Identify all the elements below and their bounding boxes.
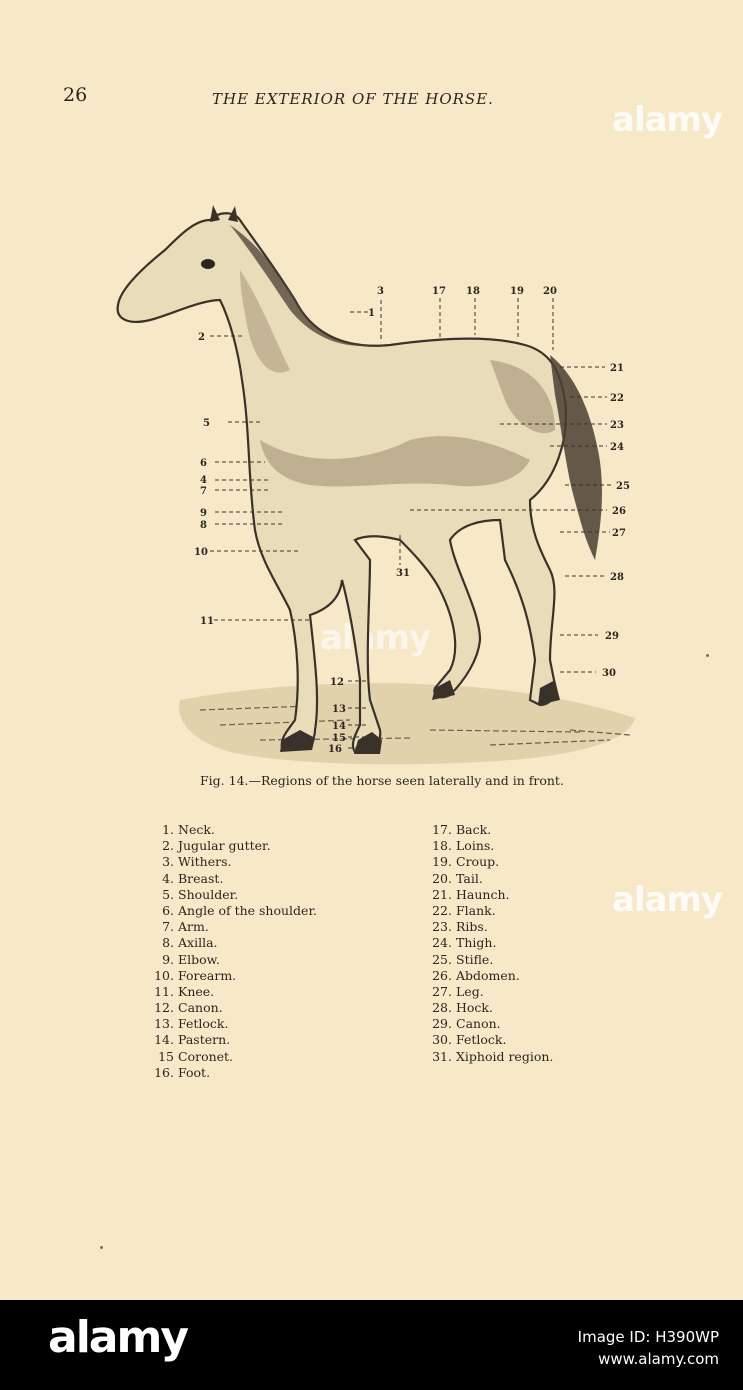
legend-number: 30. bbox=[432, 1032, 452, 1048]
legend-term: Elbow. bbox=[178, 951, 220, 967]
legend-term: Pastern. bbox=[178, 1032, 231, 1048]
legend-term: Croup. bbox=[456, 854, 500, 870]
label-29: 29 bbox=[605, 631, 619, 642]
legend-term: Back. bbox=[456, 822, 492, 837]
label-7: 7 bbox=[200, 486, 207, 497]
legend-item bbox=[152, 1049, 317, 1065]
legend-number: 16. bbox=[154, 1064, 174, 1080]
legend-number: 21. bbox=[432, 886, 452, 902]
label-9: 9 bbox=[200, 508, 207, 519]
legend-item bbox=[430, 935, 553, 951]
legend-term: Flank. bbox=[456, 902, 496, 918]
legend-term: Jugular gutter. bbox=[178, 838, 271, 854]
legend-number: 31. bbox=[432, 1048, 452, 1064]
legend-item bbox=[430, 1016, 553, 1032]
legend-item bbox=[430, 952, 553, 968]
label-11: 11 bbox=[200, 616, 214, 627]
legend-term: Neck. bbox=[178, 822, 215, 837]
legend-item bbox=[152, 952, 317, 968]
legend-number: 6. bbox=[162, 902, 174, 918]
legend-term: Ribs. bbox=[456, 919, 488, 935]
legend-number: 22. bbox=[432, 902, 452, 918]
legend-item bbox=[152, 1065, 317, 1081]
label-5: 5 bbox=[203, 418, 210, 429]
paper-speck bbox=[706, 654, 709, 657]
legend-number: 2. bbox=[162, 838, 174, 854]
legend-term: Tail. bbox=[456, 870, 483, 886]
legend-term: Haunch. bbox=[456, 886, 510, 902]
label-1: 1 bbox=[368, 308, 375, 319]
label-25: 25 bbox=[616, 481, 630, 492]
watermark-middle: alamy bbox=[612, 880, 723, 920]
legend-number: 3. bbox=[162, 854, 174, 870]
label-27: 27 bbox=[612, 528, 626, 539]
paper-speck bbox=[100, 1246, 103, 1249]
legend-number: 28. bbox=[432, 1000, 452, 1016]
legend-item bbox=[430, 1049, 553, 1065]
legend-item bbox=[430, 871, 553, 887]
legend-right-column bbox=[430, 822, 553, 1065]
label-12: 12 bbox=[330, 677, 344, 688]
legend-item bbox=[430, 854, 553, 870]
legend-number: 5. bbox=[162, 886, 174, 902]
top-labels bbox=[368, 286, 557, 319]
legend-number: 7. bbox=[162, 919, 174, 935]
legend-term: Abdomen. bbox=[456, 967, 520, 983]
legend-term: Axilla. bbox=[178, 935, 218, 951]
legend-term: Canon. bbox=[178, 1000, 223, 1016]
label-30: 30 bbox=[602, 668, 616, 679]
legend-number: 20. bbox=[432, 870, 452, 886]
legend-number: 12. bbox=[154, 1000, 174, 1016]
legend-number: 14. bbox=[154, 1032, 174, 1048]
footer-info bbox=[578, 1326, 719, 1370]
legend-item bbox=[152, 968, 317, 984]
legend-term: Arm. bbox=[178, 919, 209, 935]
legend-item bbox=[152, 919, 317, 935]
watermark-center: alamy bbox=[320, 618, 431, 658]
legend-number: 9. bbox=[162, 951, 174, 967]
label-17: 17 bbox=[432, 286, 446, 297]
legend-item bbox=[430, 968, 553, 984]
label-2: 2 bbox=[198, 332, 205, 343]
legend-number: 24. bbox=[432, 935, 452, 951]
label-15: 15 bbox=[332, 733, 346, 744]
label-26: 26 bbox=[612, 506, 626, 517]
watermark-top: alamy bbox=[612, 100, 723, 140]
legend-term: Foot. bbox=[178, 1064, 211, 1080]
label-16: 16 bbox=[328, 744, 342, 755]
legend-item bbox=[152, 1032, 317, 1048]
label-14: 14 bbox=[332, 721, 346, 732]
legend-item bbox=[152, 1016, 317, 1032]
legend-number: 11. bbox=[154, 983, 174, 999]
label-19: 19 bbox=[510, 286, 524, 297]
legend-item bbox=[430, 984, 553, 1000]
site-url: www.alamy.com bbox=[598, 1350, 719, 1368]
label-13: 13 bbox=[332, 704, 346, 715]
legend-term: Breast. bbox=[178, 870, 224, 886]
page-number: 26 bbox=[63, 84, 88, 106]
legend-term: Thigh. bbox=[456, 935, 497, 951]
label-22: 22 bbox=[610, 393, 624, 404]
label-10: 10 bbox=[194, 547, 208, 558]
label-28: 28 bbox=[610, 572, 624, 583]
legend-number: 8. bbox=[162, 935, 174, 951]
legend-term: Fetlock. bbox=[456, 1032, 507, 1048]
legend-term: Angle of the shoulder. bbox=[178, 902, 318, 918]
label-23: 23 bbox=[610, 420, 624, 431]
legend-term: Xiphoid region. bbox=[456, 1048, 554, 1064]
legend-term: Loins. bbox=[456, 838, 495, 854]
legend-term: Fetlock. bbox=[178, 1016, 229, 1032]
legend-item bbox=[430, 1000, 553, 1016]
legend-item bbox=[152, 854, 317, 870]
figure-caption: Fig. 14.—Regions of the horse seen laterally and in front. bbox=[200, 773, 564, 788]
legend-item bbox=[152, 887, 317, 903]
legend-term: Hock. bbox=[456, 1000, 493, 1016]
horse-figure bbox=[110, 140, 650, 770]
legend-term: Knee. bbox=[178, 983, 215, 999]
legend-term: Leg. bbox=[456, 983, 484, 999]
legend-item bbox=[152, 903, 317, 919]
legend-term: Forearm. bbox=[178, 967, 237, 983]
legend-number: 27. bbox=[432, 983, 452, 999]
label-18: 18 bbox=[466, 286, 480, 297]
label-21: 21 bbox=[610, 363, 624, 374]
legend-number: 15 bbox=[158, 1048, 174, 1064]
label-4: 4 bbox=[200, 475, 207, 486]
legend-number: 29. bbox=[432, 1016, 452, 1032]
legend-number: 13. bbox=[154, 1016, 174, 1032]
legend-item bbox=[152, 984, 317, 1000]
label-24: 24 bbox=[610, 442, 624, 453]
running-title: THE EXTERIOR OF THE HORSE. bbox=[212, 90, 494, 108]
legend-item bbox=[430, 919, 553, 935]
label-6: 6 bbox=[200, 458, 207, 469]
legend-number: 17. bbox=[432, 822, 452, 837]
legend-item bbox=[430, 887, 553, 903]
legend-number: 1. bbox=[162, 822, 174, 837]
label-20: 20 bbox=[543, 286, 557, 297]
legend-term: Stifle. bbox=[456, 951, 494, 967]
footer-logo: alamy bbox=[48, 1312, 187, 1363]
legend-term: Shoulder. bbox=[178, 886, 239, 902]
legend-term: Coronet. bbox=[178, 1048, 234, 1064]
legend-item bbox=[152, 871, 317, 887]
legend-item bbox=[152, 822, 317, 838]
image-id: Image ID: H390WP bbox=[577, 1328, 719, 1346]
legend-number: 23. bbox=[432, 919, 452, 935]
legend-term: Withers. bbox=[178, 854, 232, 870]
legend-number: 4. bbox=[162, 870, 174, 886]
legend-left-column bbox=[152, 822, 317, 1081]
legend-number: 19. bbox=[432, 854, 452, 870]
legend-number: 18. bbox=[432, 838, 452, 854]
legend-item bbox=[430, 822, 553, 838]
legend-term: Canon. bbox=[456, 1016, 501, 1032]
legend-item bbox=[430, 1032, 553, 1048]
legend-item bbox=[430, 903, 553, 919]
legend-item bbox=[152, 1000, 317, 1016]
legend-number: 26. bbox=[432, 967, 452, 983]
legend-number: 25. bbox=[432, 951, 452, 967]
label-31: 31 bbox=[396, 568, 410, 579]
legend-item bbox=[430, 838, 553, 854]
label-8: 8 bbox=[200, 520, 207, 531]
legend-item bbox=[152, 838, 317, 854]
legend-item bbox=[152, 935, 317, 951]
eye bbox=[201, 259, 215, 269]
legend-number: 10. bbox=[154, 967, 174, 983]
label-3: 3 bbox=[377, 286, 384, 297]
